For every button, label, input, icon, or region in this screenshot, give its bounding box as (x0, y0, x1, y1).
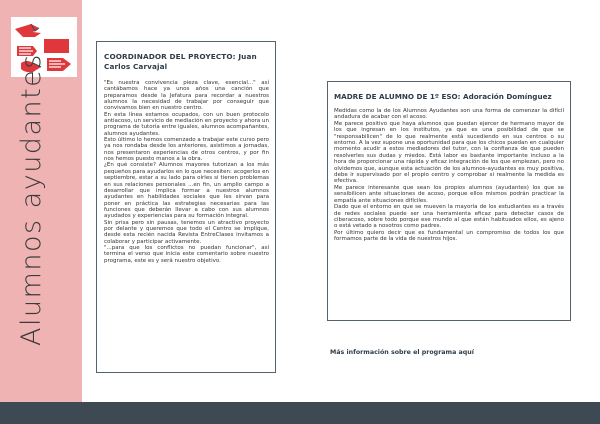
mother-paragraph: Medidas como la de los Alumnos Ayudantes son una forma de comenzar la difícil andadura de acabar con el acoso. (334, 108, 564, 121)
coordinator-paragraph: En esta línea estamos ocupados, con un buen protocolo antiacoso, un servicio de mediación en proyecto y ahora un programa de tutoría entre iguales, alumnos acompañantes, alumnos ayudantes. (104, 111, 269, 137)
mother-paragraph: Me parece positivo que haya alumnos que puedan ejercer de hermano mayor de los que ingresan en los institutos, ya que es una posibilidad de que se "responsabilicen" de lo que realmente está sucediendo en sus centros o su entorno. A la vez supone una oportunidad para que los chicos puedan en cualquier momento acudir a estos mediadores del tutor, con la confianza de que pueden resolverles sus dudas y miedos. Está labor es bastante importante incluso a la hora de proporcionar una rápida y eficaz integración de los que empiezan, pero no olvidemos que, aunque esta actuación de los alumnos-ayudantes es muy positiva, debe ir supervisado por el propio centro y comprobar si realmente la medida es efectiva. (334, 120, 564, 185)
coordinator-paragraph: ¿En qué consiste? Alumnos mayores tutorizan a los más pequeños para ayudarlos en lo que necesiten: acogerlos en septiembre, estar a su lado para oírles si tienen problemas en sus relaciones personales ...en fin, un amplio campo a desarrollar que implica formar a nuestros alumnos ayudantes en habilidades sociales que les sirvan para poner en práctica las estrategias necesarias para las funciones que deberán llevar a cabo con sus alumnos ayudados y experiencias para su formación integral. (104, 162, 269, 220)
mother-paragraph: Dado que el entorno en que se mueven la mayoría de los estudiantes es a través de redes sociales puede ser una herramienta eficaz para detectar casos de ciberacoso, sobre todo porque ese mundo al que están habituados ellos, es ajeno o está vetado a nosotros como padres. (334, 204, 564, 230)
more-info-link[interactable]: Más información sobre el programa aquí (330, 349, 474, 356)
mother-title: MADRE DE ALUMNO DE 1º ESO: Adoración Domínguez (334, 92, 552, 101)
coordinator-card (96, 41, 276, 373)
mother-card (327, 81, 571, 321)
coordinator-paragraph: Esto último lo hemos comenzado a trabajar este curso pero ya nos rondaba desde los anteriores, asistimos a jornadas, nos presentaron experiencias de otros centros, y por fin nos hemos puesto manos a la obra. (104, 137, 269, 163)
sidebar-title: Alumnos ayudantes (16, 53, 47, 346)
coordinator-paragraph: Sin prisa pero sin pausas, tenemos un atractivo proyecto por delante y queremos que todo el Centro se implique, desde esta recién nacida Revista EntreClases invitamos a colaborar y participar activamente. (104, 219, 269, 245)
coordinator-title: COORDINADOR DEL PROYECTO: Juan Carlos Carvajal (104, 52, 257, 71)
mother-paragraph: Me parece interesante que sean los propios alumnos (ayudantes) los que se sensibilicen ante situaciones de acoso, porque ellos mismos podrán practicar la empatía ante situaciones difíciles. (334, 184, 564, 204)
coordinator-paragraph: "Es nuestra convivencia pieza clave, esencial..." así cantábamos hace ya unos años una canción que preparamos desde la Jefatura para recordar a nuestros alumnos la necesidad de trabajar por conseguir que convivamos bien en nuestro centro. (104, 80, 269, 112)
sidebar (0, 0, 82, 402)
coordinator-paragraph: "...para que los conflictos no puedan funcionar", así termina el verso que inicia este comentario sobre nuestro programa, este es y será nuestro objetivo. (104, 244, 269, 264)
mother-paragraph: Por último quiero decir que es fundamental un compromiso de todos los que formamos parte de la vida de nuestros hijos. (334, 229, 564, 243)
